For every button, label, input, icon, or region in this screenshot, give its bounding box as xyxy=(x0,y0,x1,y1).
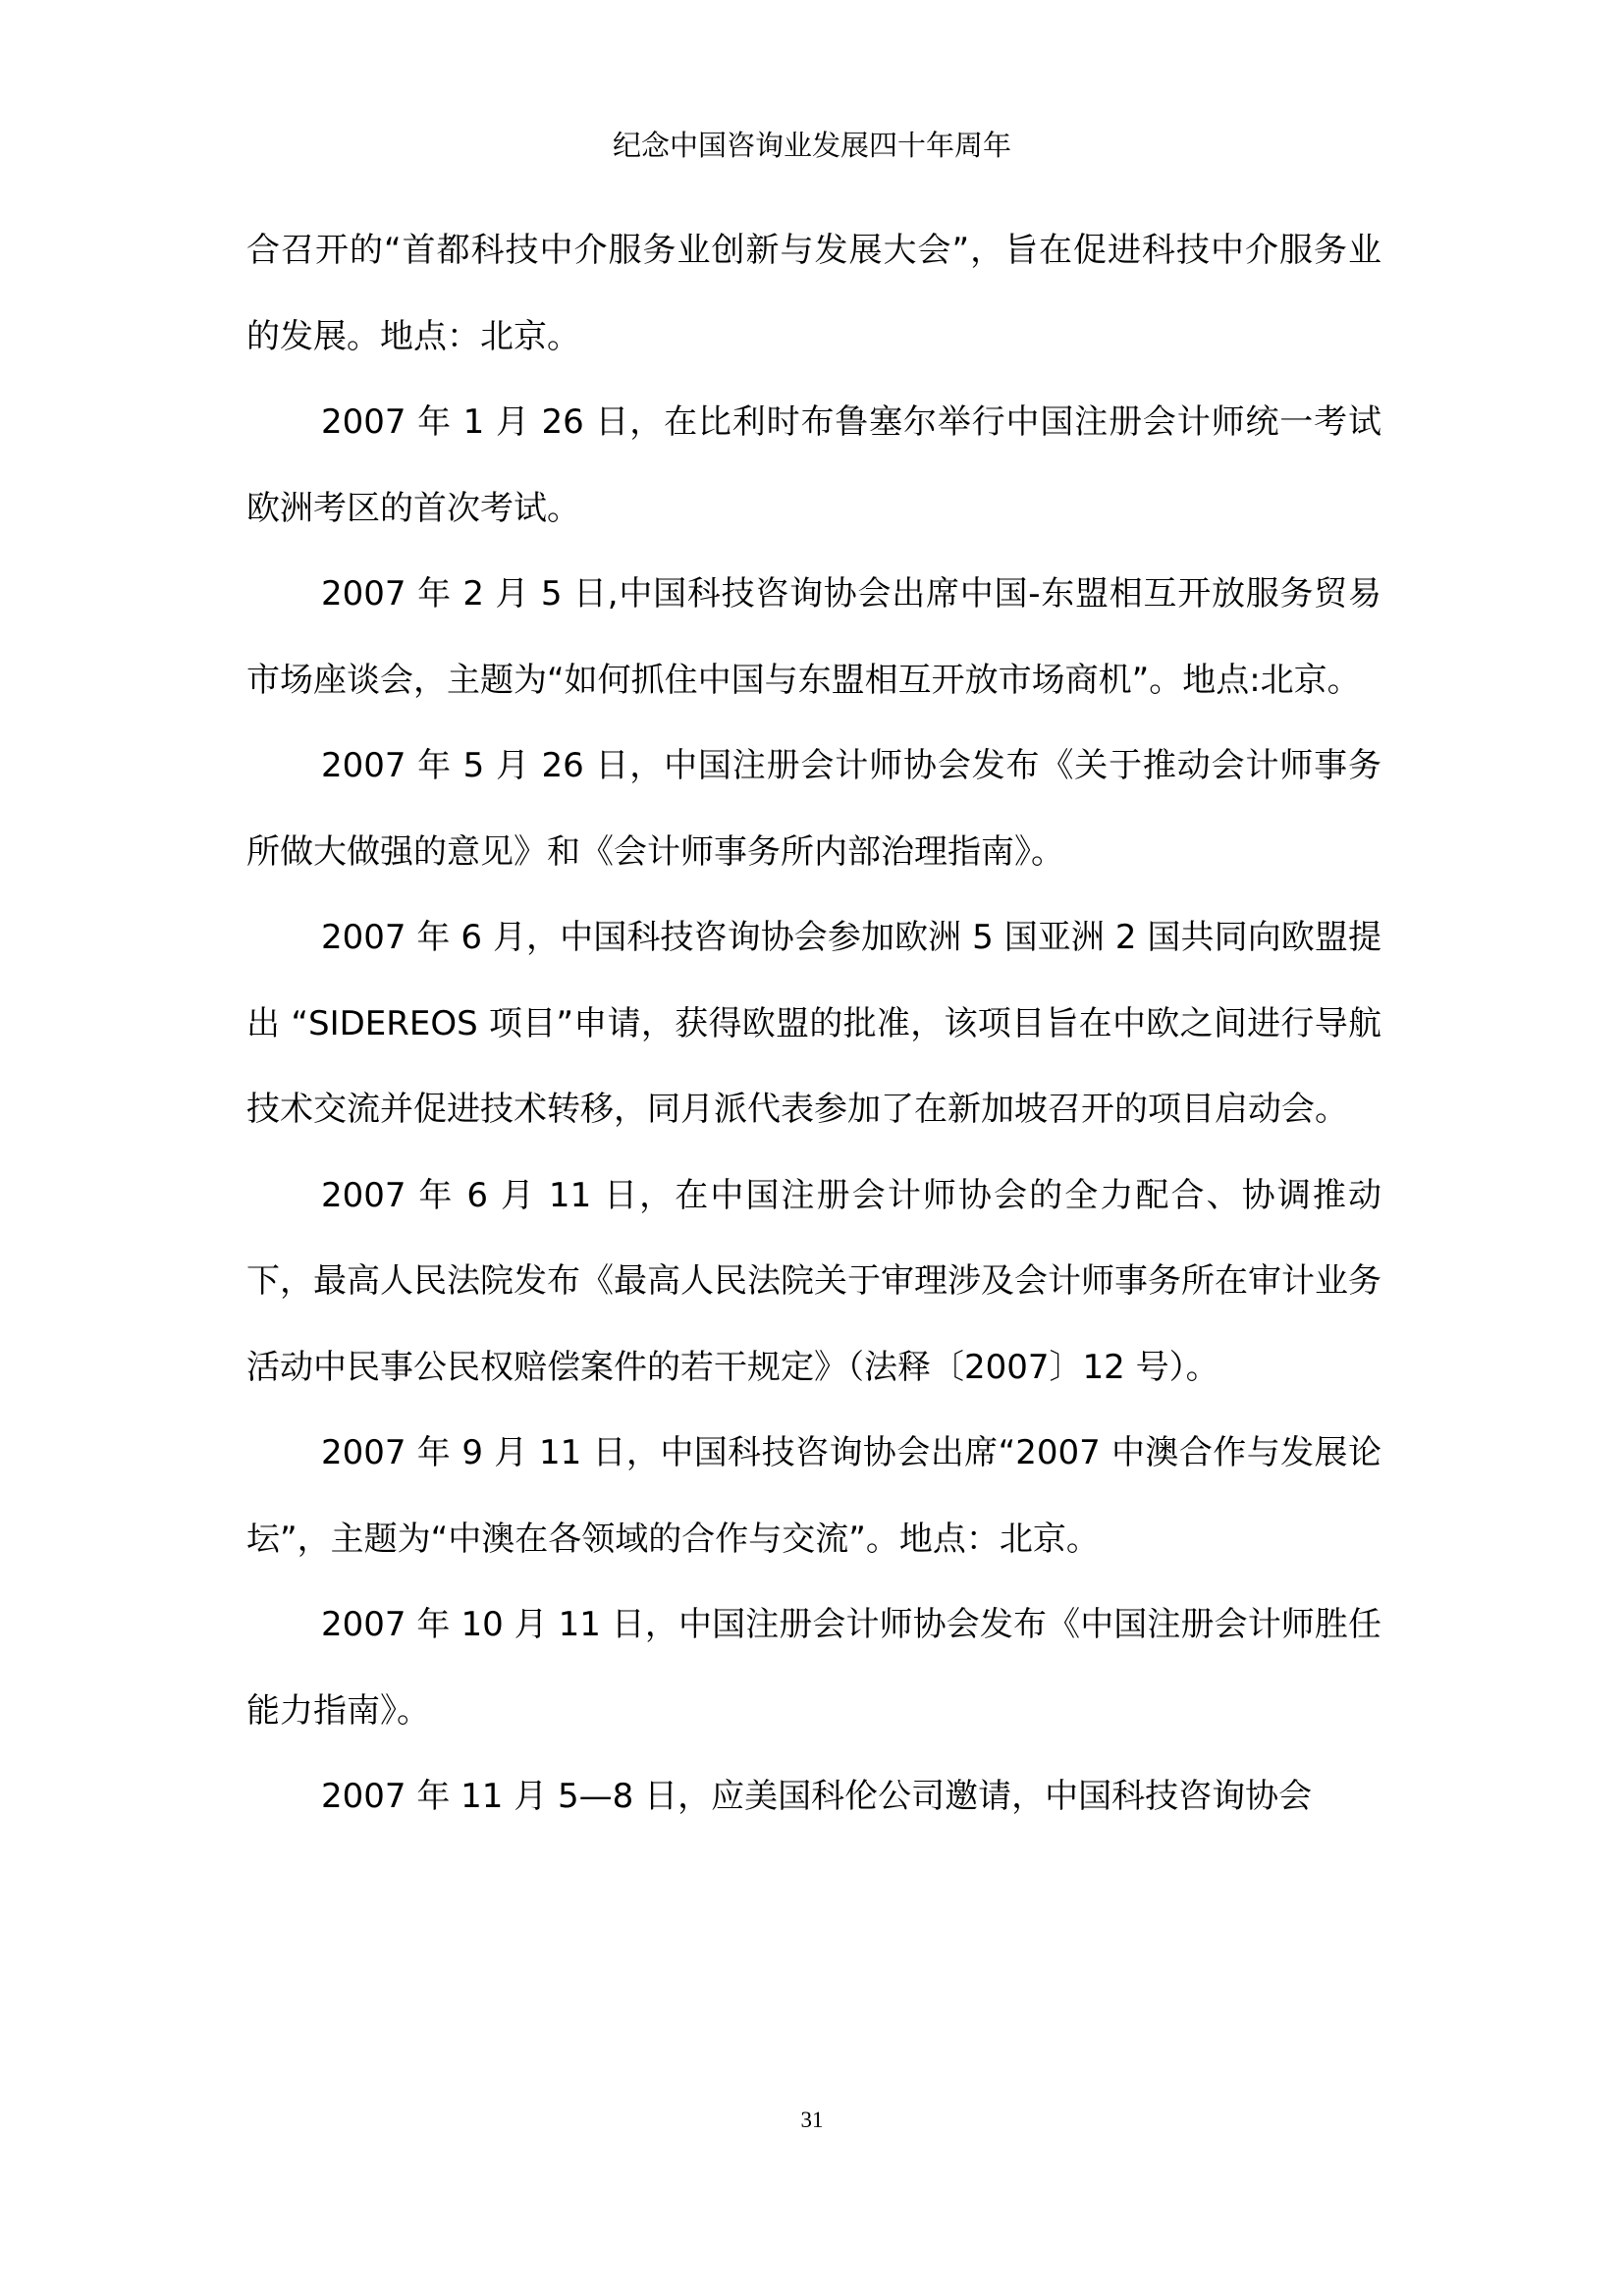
paragraph: 2007 年 2 月 5 日,中国科技咨询协会出席中国-东盟相互开放服务贸易市场座谈会，主题为“如何抓住中国与东盟相互开放市场商机”。地点:北京。 xyxy=(246,574,1381,700)
paragraph: 2007 年 10 月 11 日，中国注册会计师协会发布《中国注册会计师胜任能力指南》。 xyxy=(246,1605,1381,1731)
paragraph: 2007 年 5 月 26 日，中国注册会计师协会发布《关于推动会计师事务所做大做强的意见》和《会计师事务所内部治理指南》。 xyxy=(246,746,1381,872)
running-header: 纪念中国咨询业发展四十年周年 xyxy=(612,129,1011,162)
paragraph: 2007 年 9 月 11 日，中国科技咨询协会出席“2007 中澳合作与发展论坛”，主题为“中澳在各领域的合作与交流”。地点：北京。 xyxy=(246,1433,1381,1559)
paragraph: 2007 年 1 月 26 日，在比利时布鲁塞尔举行中国注册会计师统一考试欧洲考区的首次考试。 xyxy=(246,402,1381,528)
paragraph: 2007 年 11 月 5—8 日，应美国科伦公司邀请，中国科技咨询协会 xyxy=(321,1777,1313,1816)
paragraph: 2007 年 6 月 11 日，在中国注册会计师协会的全力配合、协调推动下，最高人民法院发布《最高人民法院关于审理涉及会计师事务所在审计业务活动中民事公民权赔偿案件的若干规定》（法释〔2007〕12 号）。 xyxy=(246,1175,1381,1387)
body-text xyxy=(246,208,1381,1841)
paragraph: 2007 年 6 月，中国科技咨询协会参加欧洲 5 国亚洲 2 国共同向欧盟提出 “SIDEREOS 项目”申请，获得欧盟的批准，该项目旨在中欧之间进行导航技术交流并促进技术转移，同月派代表参加了在新加坡召开的项目启动会。 xyxy=(246,918,1381,1129)
paragraph-continuation: 合召开的“首都科技中介服务业创新与发展大会”，旨在促进科技中介服务业的发展。地点：北京。 xyxy=(246,231,1381,356)
page-number: 31 xyxy=(800,2108,824,2132)
